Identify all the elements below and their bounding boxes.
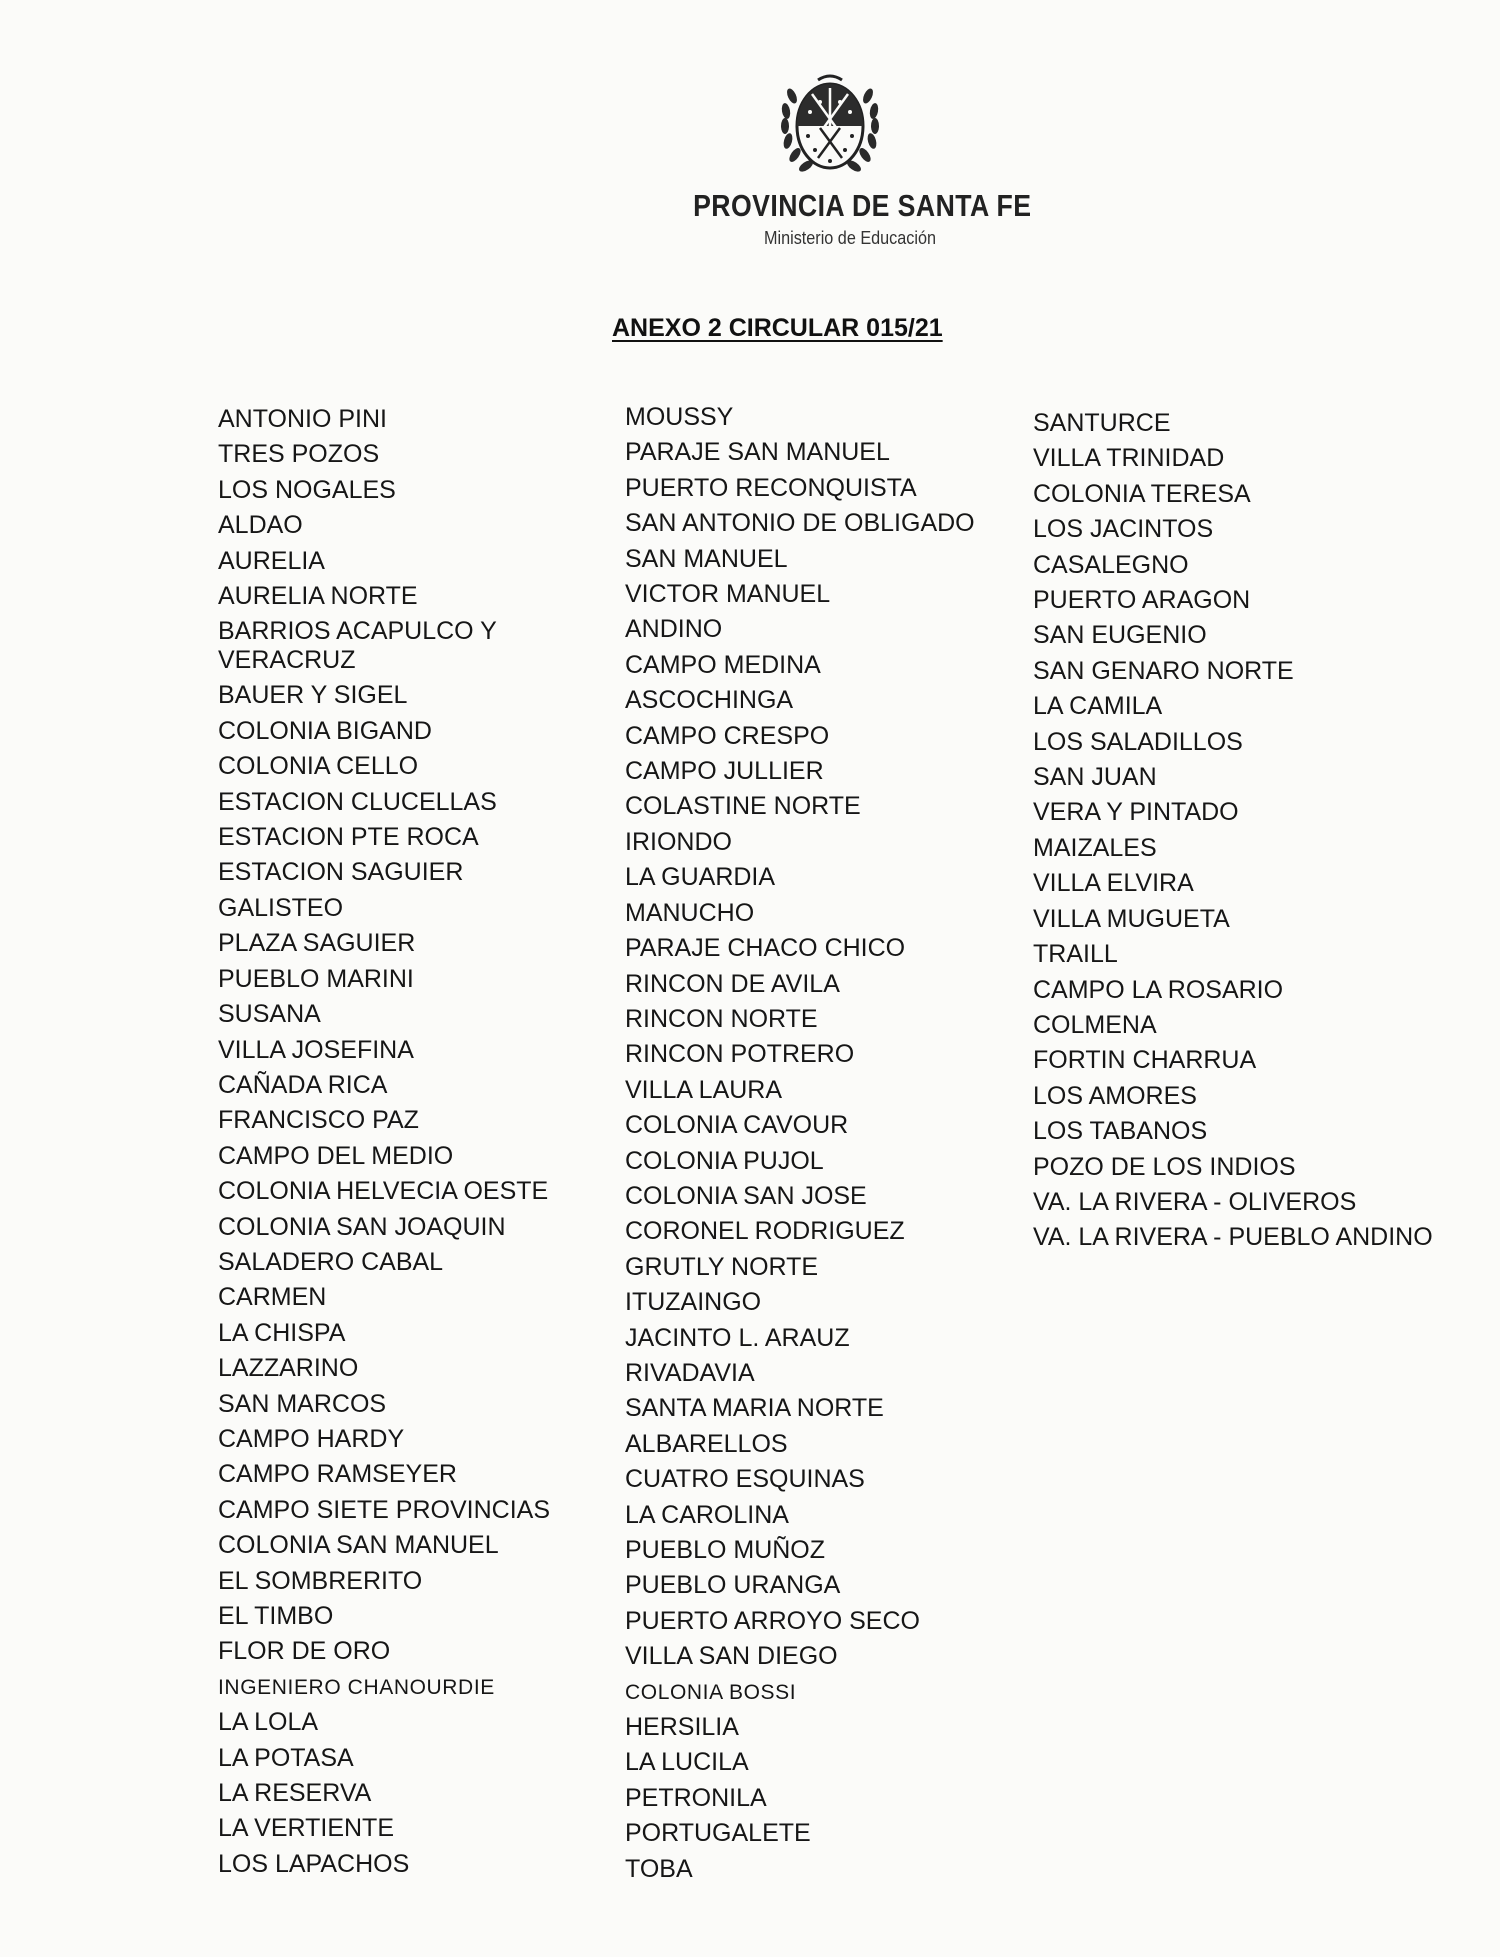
locality-item: CAMPO HARDY xyxy=(218,1424,405,1453)
coat-of-arms-icon xyxy=(770,66,890,186)
locality-item: LOS SALADILLOS xyxy=(1033,727,1243,756)
locality-item: SUSANA xyxy=(218,1000,321,1029)
locality-item: COLONIA BOSSI xyxy=(625,1680,797,1704)
locality-item: SANTA MARIA NORTE xyxy=(625,1394,884,1423)
locality-item: ALDAO xyxy=(218,511,303,540)
locality-item: LA RESERVA xyxy=(218,1779,372,1808)
locality-item: LOS NOGALES xyxy=(218,475,396,504)
locality-item: LA LOLA xyxy=(218,1708,319,1737)
locality-item: COLASTINE NORTE xyxy=(625,792,861,821)
locality-item: SANTURCE xyxy=(1033,409,1171,437)
locality-item: CAMPO LA ROSARIO xyxy=(1033,975,1284,1004)
locality-item: SAN ANTONIO DE OBLIGADO xyxy=(625,509,975,538)
locality-item: RIVADAVIA xyxy=(625,1358,755,1387)
locality-item: CAMPO CRESPO xyxy=(625,721,830,750)
locality-item: LOS TABANOS xyxy=(1033,1117,1208,1146)
locality-item: VERA Y PINTADO xyxy=(1033,798,1239,827)
locality-item: COLONIA SAN JOSE xyxy=(625,1181,867,1210)
locality-item: LA POTASA xyxy=(218,1743,354,1772)
locality-item: VILLA SAN DIEGO xyxy=(625,1642,838,1671)
locality-item: VILLA JOSEFINA xyxy=(218,1035,414,1064)
locality-item: BARRIOS ACAPULCO Y VERACRUZ xyxy=(218,617,497,675)
locality-item: PUEBLO MARINI xyxy=(218,964,414,993)
locality-item: CAMPO SIETE PROVINCIAS xyxy=(218,1495,551,1524)
locality-item: SAN JUAN xyxy=(1033,763,1157,792)
locality-item: VILLA ELVIRA xyxy=(1033,869,1194,898)
locality-item: LAZZARINO xyxy=(218,1354,359,1383)
locality-item: LA LUCILA xyxy=(625,1748,749,1777)
locality-column-3 xyxy=(1033,406,1453,1256)
locality-item: COLONIA CELLO xyxy=(218,752,419,781)
locality-item: ANTONIO PINI xyxy=(218,405,388,433)
locality-item: EL TIMBO xyxy=(218,1602,334,1630)
locality-item: FRANCISCO PAZ xyxy=(218,1106,419,1135)
locality-item: MANUCHO xyxy=(625,898,755,927)
locality-item: POZO DE LOS INDIOS xyxy=(1033,1152,1296,1181)
locality-item: VA. LA RIVERA - PUEBLO ANDINO xyxy=(1033,1223,1433,1252)
locality-item: ANDINO xyxy=(625,615,723,644)
locality-item: LOS LAPACHOS xyxy=(218,1849,410,1878)
locality-item: SAN EUGENIO xyxy=(1033,621,1207,650)
locality-item: AURELIA NORTE xyxy=(218,582,418,611)
locality-item: COLONIA BIGAND xyxy=(218,716,432,745)
locality-item: LA VERTIENTE xyxy=(218,1814,394,1843)
locality-item: CASALEGNO xyxy=(1033,550,1189,579)
locality-item: ASCOCHINGA xyxy=(625,686,794,715)
locality-item: COLONIA CAVOUR xyxy=(625,1111,849,1140)
locality-item: ESTACION CLUCELLAS xyxy=(218,787,497,816)
locality-item: COLONIA PUJOL xyxy=(625,1146,824,1175)
locality-item: MAIZALES xyxy=(1033,833,1157,862)
locality-item: SAN MANUEL xyxy=(625,544,788,573)
locality-item: PETRONILA xyxy=(625,1783,767,1812)
locality-item: COLONIA HELVECIA OESTE xyxy=(218,1177,549,1206)
locality-item: TOBA xyxy=(625,1854,693,1883)
locality-item: LA CAROLINA xyxy=(625,1500,789,1529)
locality-item: VICTOR MANUEL xyxy=(625,580,831,609)
locality-item: CORONEL RODRIGUEZ xyxy=(625,1217,905,1246)
locality-item: LA CAMILA xyxy=(1033,692,1163,721)
locality-item: TRES POZOS xyxy=(218,440,380,469)
locality-column-1 xyxy=(218,402,558,1882)
locality-item: BAUER Y SIGEL xyxy=(218,681,408,710)
locality-item: CARMEN xyxy=(218,1283,327,1312)
locality-column-2 xyxy=(625,400,1045,1887)
locality-item: RINCON POTRERO xyxy=(625,1040,855,1069)
locality-item: PUEBLO MUÑOZ xyxy=(625,1536,826,1564)
locality-item: PUEBLO URANGA xyxy=(625,1571,841,1600)
locality-item: PLAZA SAGUIER xyxy=(218,929,416,958)
locality-item: FLOR DE ORO xyxy=(218,1637,391,1666)
locality-item: RINCON NORTE xyxy=(625,1004,818,1033)
locality-item: PUERTO ARROYO SECO xyxy=(625,1606,920,1635)
organization-name: PROVINCIA DE SANTA FE xyxy=(693,188,1032,223)
locality-item: SAN MARCOS xyxy=(218,1389,387,1418)
locality-item: HERSILIA xyxy=(625,1713,739,1742)
locality-item: TRAILL xyxy=(1033,940,1118,969)
locality-item: CAMPO JULLIER xyxy=(625,757,824,786)
locality-item: GALISTEO xyxy=(218,893,344,922)
locality-item: COLMENA xyxy=(1033,1010,1157,1039)
locality-item: LA GUARDIA xyxy=(625,863,776,892)
locality-item: ALBARELLOS xyxy=(625,1429,788,1458)
locality-item: RINCON DE AVILA xyxy=(625,969,840,998)
locality-item: FORTIN CHARRUA xyxy=(1033,1046,1257,1075)
locality-item: COLONIA TERESA xyxy=(1033,479,1251,508)
locality-item: ESTACION PTE ROCA xyxy=(218,823,479,852)
locality-item: EL SOMBRERITO xyxy=(218,1566,423,1595)
locality-item: LA CHISPA xyxy=(218,1318,346,1347)
locality-item: COLONIA SAN JOAQUIN xyxy=(218,1212,506,1241)
locality-item: PUERTO ARAGON xyxy=(1033,586,1251,615)
locality-item: AURELIA xyxy=(218,546,325,575)
ministry-name: Ministerio de Educación xyxy=(763,228,936,248)
locality-item: CAMPO RAMSEYER xyxy=(218,1460,457,1489)
locality-item: INGENIERO CHANOURDIE xyxy=(218,1675,495,1699)
locality-item: ITUZAINGO xyxy=(625,1288,762,1317)
locality-item: CAMPO DEL MEDIO xyxy=(218,1141,454,1170)
locality-item: SAN GENARO NORTE xyxy=(1033,656,1294,685)
locality-item: SALADERO CABAL xyxy=(218,1247,444,1276)
locality-item: PARAJE CHACO CHICO xyxy=(625,934,906,963)
locality-item: PUERTO RECONQUISTA xyxy=(625,473,917,502)
locality-item: CAÑADA RICA xyxy=(218,1070,388,1099)
locality-item: VILLA TRINIDAD xyxy=(1033,444,1225,473)
locality-item: COLONIA SAN MANUEL xyxy=(218,1531,499,1560)
locality-item: JACINTO L. ARAUZ xyxy=(625,1323,850,1352)
locality-item: VILLA MUGUETA xyxy=(1033,904,1230,933)
locality-item: GRUTLY NORTE xyxy=(625,1252,819,1281)
document-title: ANEXO 2 CIRCULAR 015/21 xyxy=(612,314,943,342)
locality-item: VA. LA RIVERA - OLIVEROS xyxy=(1033,1187,1357,1216)
locality-item: PARAJE SAN MANUEL xyxy=(625,438,890,467)
locality-item: VILLA LAURA xyxy=(625,1075,783,1104)
locality-item: IRIONDO xyxy=(625,827,732,856)
locality-item: ESTACION SAGUIER xyxy=(218,858,464,887)
locality-item: CUATRO ESQUINAS xyxy=(625,1465,865,1494)
locality-item: LOS JACINTOS xyxy=(1033,515,1214,544)
locality-item: MOUSSY xyxy=(625,403,734,431)
locality-item: LOS AMORES xyxy=(1033,1081,1197,1110)
locality-item: CAMPO MEDINA xyxy=(625,650,821,679)
locality-item: PORTUGALETE xyxy=(625,1819,811,1848)
